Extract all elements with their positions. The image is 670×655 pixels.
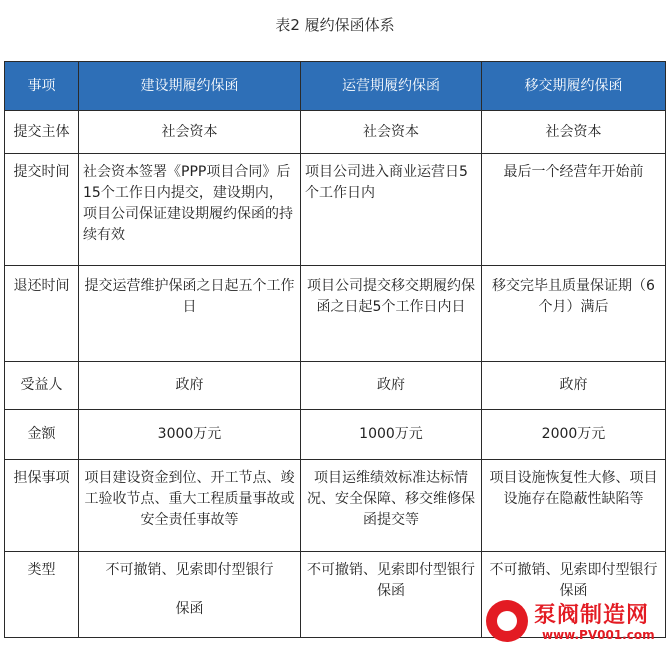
cell-construction: 政府	[79, 362, 301, 410]
table-row	[5, 460, 666, 552]
table-row	[5, 410, 666, 460]
table-row	[5, 154, 666, 266]
cell-transfer: 项目设施恢复性大修、项目设施存在隐蔽性缺陷等	[482, 460, 666, 552]
site-watermark	[486, 598, 664, 650]
row-label: 提交时间	[5, 154, 79, 266]
cell-operation: 政府	[301, 362, 482, 410]
header-item: 事项	[5, 62, 79, 111]
row-label: 退还时间	[5, 266, 79, 362]
row-label: 担保事项	[5, 460, 79, 552]
cell-construction: 社会资本	[79, 111, 301, 154]
header-construction: 建设期履约保函	[79, 62, 301, 111]
cell-operation: 项目公司进入商业运营日5个工作日内	[301, 154, 482, 266]
cell-transfer: 政府	[482, 362, 666, 410]
row-label: 受益人	[5, 362, 79, 410]
row-label: 类型	[5, 552, 79, 638]
cell-construction-line1: 不可撤销、见索即付型银行	[105, 562, 274, 578]
cell-operation: 不可撤销、见索即付型银行保函	[301, 552, 482, 638]
row-label: 金额	[5, 410, 79, 460]
table-row	[5, 362, 666, 410]
cell-operation: 项目运维绩效标准达标情况、安全保障、移交维修保函提交等	[301, 460, 482, 552]
table-row	[5, 111, 666, 154]
cell-transfer: 社会资本	[482, 111, 666, 154]
cell-transfer: 最后一个经营年开始前	[482, 154, 666, 266]
cell-construction: 社会资本签署《PPP项目合同》后15个工作日内提交，建设期内，项目公司保证建设期履约保函的持续有效	[79, 154, 301, 266]
table-title: 表2 履约保函体系	[275, 16, 395, 34]
cell-construction	[79, 552, 301, 638]
guarantee-system-table	[4, 61, 666, 638]
cell-construction: 项目建设资金到位、开工节点、竣工验收节点、重大工程质量事故或安全责任事故等	[79, 460, 301, 552]
watermark-site-name: 泵阀制造网	[534, 603, 650, 628]
header-transfer: 移交期履约保函	[482, 62, 666, 111]
cell-construction-line2: 保函	[175, 601, 204, 617]
table-row	[5, 266, 666, 362]
cell-transfer: 移交完毕且质量保证期（6个月）满后	[482, 266, 666, 362]
cell-operation: 社会资本	[301, 111, 482, 154]
cell-construction: 3000万元	[79, 410, 301, 460]
header-operation: 运营期履约保函	[301, 62, 482, 111]
watermark-url: www.PV001.com	[542, 628, 655, 642]
cell-construction: 提交运营维护保函之日起五个工作日	[79, 266, 301, 362]
row-label: 提交主体	[5, 111, 79, 154]
cell-transfer: 不可撤销、见索即付型银行保函	[482, 552, 666, 638]
cell-operation: 1000万元	[301, 410, 482, 460]
cell-transfer: 2000万元	[482, 410, 666, 460]
cell-operation: 项目公司提交移交期履约保函之日起5个工作日内日	[301, 266, 482, 362]
table-header-row	[5, 62, 666, 111]
logo-icon	[486, 600, 528, 642]
